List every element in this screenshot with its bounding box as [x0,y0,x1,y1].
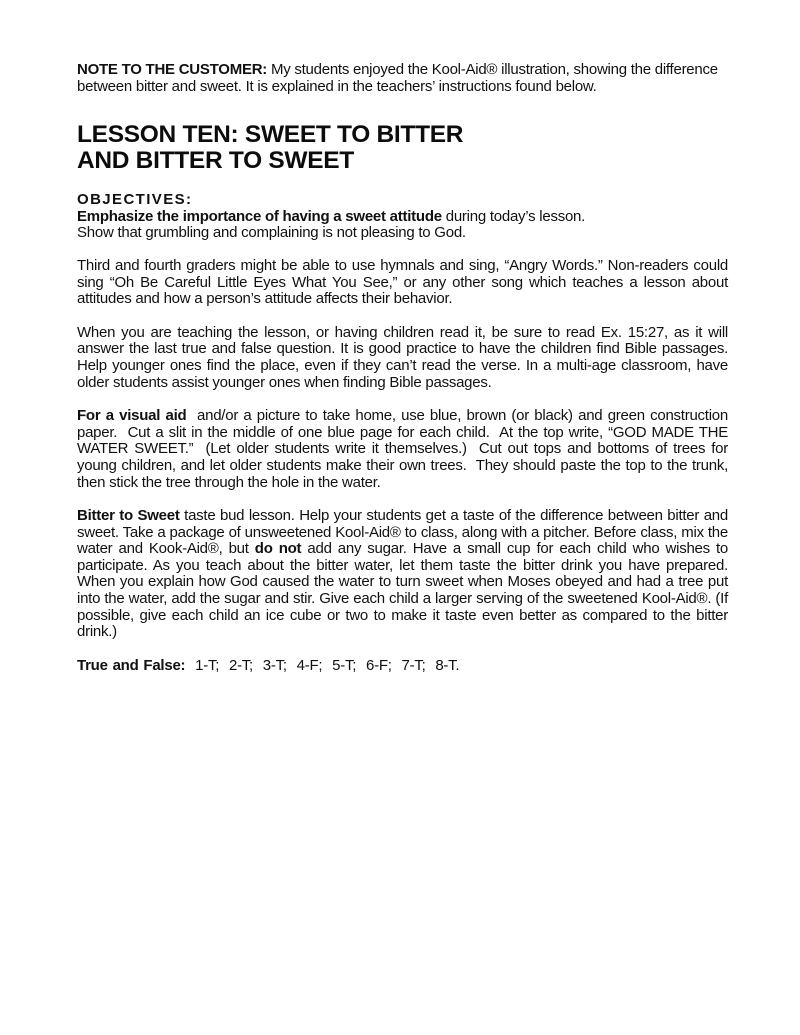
document-page [77,61,732,674]
taste-lesson-text-2: add any sugar. Have a small cup for each child who wishes to participate. As you teach about the bitter water, let them taste the bitter drink you have prepared. When you explain how God caused the water to turn sweet when Moses obeyed and had a tree put into the water, add the sugar and stir. Give each child a larger serving of the sweetened Kool-Aid®. (If possible, give each child an ice cube or two to make it taste even better as compared to the bitter drink.) [77,540,728,641]
lesson-title-line1: LESSON TEN: SWEET TO BITTER [77,121,464,149]
taste-lesson-paragraph [77,508,728,641]
objectives-heading: OBJECTIVES: [77,191,193,209]
visual-aid-paragraph [77,407,732,491]
visual-aid-label: For a visual aid [77,407,187,425]
objectives-section [77,192,728,242]
taste-lesson-emphasis: do not [254,540,302,558]
visual-aid-text: and/or a picture to take home, use blue, brown (or black) and green construction paper. Cut a slit in the middle of one blue page for each child. At the top write, “GOD MADE THE WATER SWEET.” (Let older students write it themselves.) Cut out tops and bottoms of trees for young children, and let older students make their own trees. They should paste the top to the trunk, then stick the tree through the hole in the water. [77,407,732,491]
lesson-title-line2: AND BITTER TO SWEET [77,147,354,175]
objective-1-bold: Emphasize the importance of having a sweet attitude [77,207,442,225]
taste-lesson-text-1: taste bud lesson. Help your students get a taste of the difference between bitter and sweet. Take a package of unsweetened Kool-Aid® to class, along with a pitcher. Before class, mix the water and Kook-Aid®, but [77,507,728,558]
note-label: NOTE TO THE CUSTOMER: [77,61,268,78]
objective-1 [77,209,728,226]
lesson-title [77,122,728,174]
songs-paragraph: Third and fourth graders might be able to use hymnals and sing, “Angry Words.” Non-readers could sing “Oh Be Careful Little Eyes What You See,” or any other song which teaches a lesson about attitudes and how a person’s attitude affects their behavior. [77,256,728,308]
objective-2: Show that grumbling and complaining is not pleasing to God. [77,224,466,242]
taste-lesson-label: Bitter to Sweet [77,507,180,525]
note-to-customer [77,62,728,95]
reading-paragraph: When you are teaching the lesson, or having children read it, be sure to read Ex. 15:27, as it will answer the last true and false question. It is good practice to have the children find Bible passages. Help younger ones find the place, even if they can’t read the verse. In a multi-age classroom, have older students assist younger ones when finding Bible passages. [77,323,728,391]
true-false-answers [77,658,728,675]
true-false-label: True and False: [77,656,186,674]
note-text: My students enjoyed the Kool-Aid® illustration, showing the difference between bitter and sweet. It is explained in the teachers’ instructions found below. [77,61,718,95]
true-false-values: 1-T; 2-T; 3-T; 4-F; 5-T; 6-F; 7-T; 8-T. [185,656,460,674]
objective-1-rest: during today’s lesson. [441,207,586,225]
